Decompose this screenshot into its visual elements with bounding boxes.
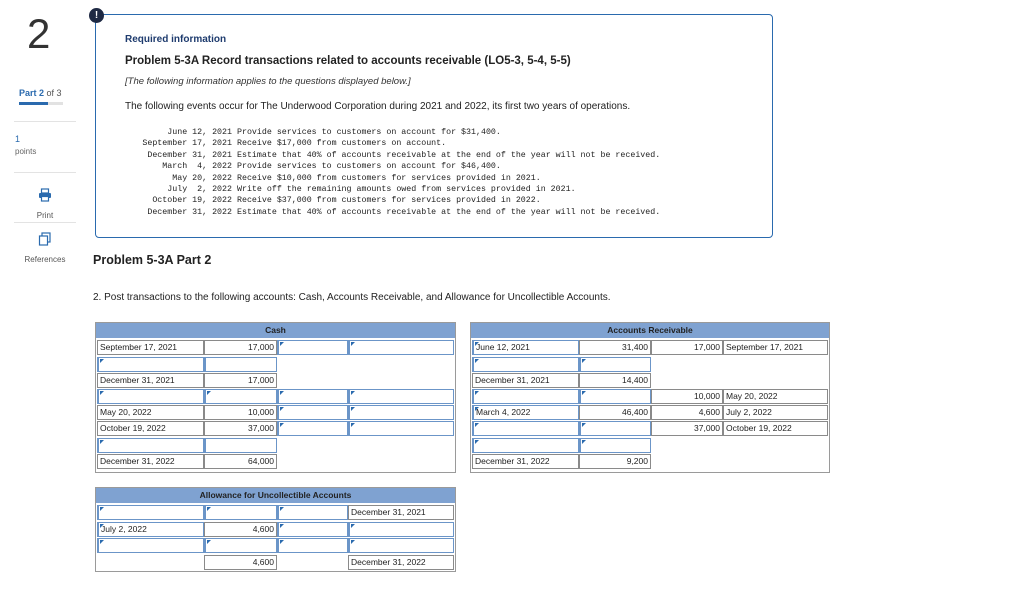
allowance-credit-date-input[interactable]: December 31, 2021 xyxy=(348,505,454,520)
ar-credit-date-input[interactable]: May 20, 2022 xyxy=(723,389,828,404)
allowance-balance-amount[interactable]: 4,600 xyxy=(204,555,277,570)
allowance-credit-date-input[interactable] xyxy=(348,522,454,537)
ar-debit-amount-input[interactable] xyxy=(579,421,651,436)
allowance-credit-amount-input[interactable] xyxy=(277,538,348,553)
cash-debit-date-input[interactable] xyxy=(97,438,204,453)
cash-credit-amount-input[interactable] xyxy=(277,405,348,420)
part-indicator xyxy=(19,88,62,98)
ar-ending-amount[interactable]: 9,200 xyxy=(579,454,651,469)
references-label: References xyxy=(24,255,66,264)
ar-credit-amount-input[interactable]: 17,000 xyxy=(651,340,723,355)
cash-balance-date[interactable]: December 31, 2021 xyxy=(97,373,204,388)
allowance-debit-date-input[interactable]: July 2, 2022 xyxy=(97,522,204,537)
ar-body xyxy=(471,338,829,473)
cash-ending-amount[interactable]: 64,000 xyxy=(204,454,277,469)
cash-debit-date-input[interactable] xyxy=(97,389,204,404)
allowance-t-account xyxy=(95,487,456,572)
part-progress-fill xyxy=(19,102,48,105)
event-date: December 31, 2021 xyxy=(147,150,232,160)
left-rail xyxy=(0,0,80,591)
cash-debit-date-input[interactable] xyxy=(97,357,204,372)
allowance-debit-date-input[interactable] xyxy=(97,505,204,520)
event-item xyxy=(123,150,660,161)
cash-debit-amount-input[interactable]: 10,000 xyxy=(204,405,277,420)
cash-balance-amount[interactable]: 17,000 xyxy=(204,373,277,388)
event-date: December 31, 2022 xyxy=(147,207,232,217)
references-button[interactable] xyxy=(14,232,76,267)
allowance-title: Allowance for Uncollectible Accounts xyxy=(199,490,352,500)
question-number: 2 xyxy=(27,10,51,57)
part-heading: Problem 5-3A Part 2 xyxy=(93,253,212,267)
event-item xyxy=(123,173,660,184)
rail-divider xyxy=(14,172,76,173)
cash-credit-date-input[interactable] xyxy=(348,340,454,355)
allowance-debit-amount-input[interactable]: 4,600 xyxy=(204,522,277,537)
points-label: points xyxy=(15,147,37,156)
event-text: Receive $37,000 from customers for services provided in 2022. xyxy=(237,196,541,206)
part-of: of 3 xyxy=(46,88,62,98)
print-label: Print xyxy=(36,211,54,220)
event-item xyxy=(123,127,660,138)
cash-title: Cash xyxy=(265,325,286,335)
event-item xyxy=(123,195,660,206)
part-label: Part 2 xyxy=(19,88,45,98)
allowance-credit-amount-input[interactable] xyxy=(277,522,348,537)
cash-credit-date-input[interactable] xyxy=(348,389,454,404)
ar-debit-amount-input[interactable] xyxy=(579,438,651,453)
ar-debit-date-input[interactable] xyxy=(472,421,579,436)
ar-credit-date-input[interactable]: September 17, 2021 xyxy=(723,340,828,355)
cash-credit-date-input[interactable] xyxy=(348,421,454,436)
ar-credit-amount-input[interactable]: 10,000 xyxy=(651,389,723,404)
ar-credit-date-input[interactable]: July 2, 2022 xyxy=(723,405,828,420)
cash-debit-amount-input[interactable] xyxy=(204,357,277,372)
ar-credit-amount-input[interactable]: 37,000 xyxy=(651,421,723,436)
ar-debit-date-input[interactable] xyxy=(472,389,579,404)
event-date: September 17, 2021 xyxy=(142,139,232,149)
info-intro: The following events occur for The Underwood Corporation during 2021 and 2022, its first two years of operations. xyxy=(125,101,631,112)
cash-ending-date[interactable]: December 31, 2022 xyxy=(97,454,204,469)
allowance-debit-amount-input[interactable] xyxy=(204,538,277,553)
event-item xyxy=(123,207,660,218)
ar-debit-date-input[interactable]: March 4, 2022 xyxy=(472,405,579,420)
info-note: [The following information applies to the questions displayed below.] xyxy=(125,76,411,87)
ar-ending-date[interactable]: December 31, 2022 xyxy=(472,454,579,469)
allowance-body xyxy=(96,503,455,572)
allowance-balance-date[interactable]: December 31, 2022 xyxy=(348,555,454,570)
points-value: 1 xyxy=(15,134,21,144)
allowance-debit-amount-input[interactable] xyxy=(204,505,277,520)
event-text: Provide services to customers on account for $46,400. xyxy=(237,162,501,172)
cash-debit-amount-input[interactable] xyxy=(204,389,277,404)
cash-credit-amount-input[interactable] xyxy=(277,340,348,355)
event-text: Estimate that 40% of accounts receivable at the end of the year will not be received. xyxy=(237,207,661,217)
ar-credit-amount-input[interactable]: 4,600 xyxy=(651,405,723,420)
ar-debit-amount-input[interactable]: 46,400 xyxy=(579,405,651,420)
required-information-box xyxy=(94,10,773,238)
cash-credit-amount-input[interactable] xyxy=(277,389,348,404)
alert-icon: ! xyxy=(89,8,104,23)
ar-debit-amount-input[interactable] xyxy=(579,357,651,372)
part-instruction: 2. Post transactions to the following accounts: Cash, Accounts Receivable, and Allowance for Uncollectible Accounts. xyxy=(93,292,611,303)
ar-balance-date[interactable]: December 31, 2021 xyxy=(472,373,579,388)
allowance-credit-date-input[interactable] xyxy=(348,538,454,553)
event-text: Write off the remaining amounts owed from services provided in 2021. xyxy=(237,185,576,195)
event-text: Estimate that 40% of accounts receivable at the end of the year will not be received. xyxy=(237,150,661,160)
problem-title: Problem 5-3A Record transactions related to accounts receivable (LO5-3, 5-4, 5-5) xyxy=(125,55,571,67)
cash-debit-date-input[interactable]: September 17, 2021 xyxy=(97,340,204,355)
event-text: Provide services to customers on account for $31,400. xyxy=(237,128,501,137)
event-date: June 12, 2021 xyxy=(167,128,232,137)
cash-debit-amount-input[interactable]: 37,000 xyxy=(204,421,277,436)
cash-t-account xyxy=(95,322,456,473)
ar-debit-date-input[interactable]: June 12, 2021 xyxy=(472,340,579,355)
event-text: Receive $10,000 from customers for services provided in 2021. xyxy=(237,173,541,183)
ar-debit-date-input[interactable] xyxy=(472,357,579,372)
cash-debit-date-input[interactable]: October 19, 2022 xyxy=(97,421,204,436)
allowance-credit-amount-input[interactable] xyxy=(277,505,348,520)
cash-debit-amount-input[interactable]: 17,000 xyxy=(204,340,277,355)
event-text: Receive $17,000 from customers on account. xyxy=(237,139,447,149)
cash-credit-amount-input[interactable] xyxy=(277,421,348,436)
print-icon xyxy=(38,188,52,202)
ar-credit-date-input[interactable]: October 19, 2022 xyxy=(723,421,828,436)
ar-debit-amount-input[interactable] xyxy=(579,389,651,404)
cash-body xyxy=(96,338,455,473)
event-date: July 2, 2022 xyxy=(167,185,232,195)
event-date: May 20, 2022 xyxy=(172,173,232,183)
ar-balance-amount[interactable]: 14,400 xyxy=(579,373,651,388)
ar-title: Accounts Receivable xyxy=(607,325,693,335)
required-label: Required information xyxy=(125,34,227,45)
event-item xyxy=(123,138,660,149)
print-button[interactable] xyxy=(14,188,76,223)
event-date: March 4, 2022 xyxy=(162,162,232,172)
cash-debit-amount-input[interactable] xyxy=(204,438,277,453)
event-item xyxy=(123,184,660,195)
cash-debit-date-input[interactable]: May 20, 2022 xyxy=(97,405,204,420)
part-progress-bar xyxy=(19,102,63,105)
ar-debit-date-input[interactable] xyxy=(472,438,579,453)
event-item xyxy=(123,161,660,172)
rail-divider xyxy=(14,222,76,223)
ar-debit-amount-input[interactable]: 31,400 xyxy=(579,340,651,355)
event-date: October 19, 2022 xyxy=(152,196,232,206)
rail-divider xyxy=(14,121,76,122)
event-list xyxy=(123,127,660,218)
accounts-receivable-t-account xyxy=(470,322,830,473)
references-icon xyxy=(38,232,52,246)
cash-credit-date-input[interactable] xyxy=(348,405,454,420)
allowance-debit-date-input[interactable] xyxy=(97,538,204,553)
